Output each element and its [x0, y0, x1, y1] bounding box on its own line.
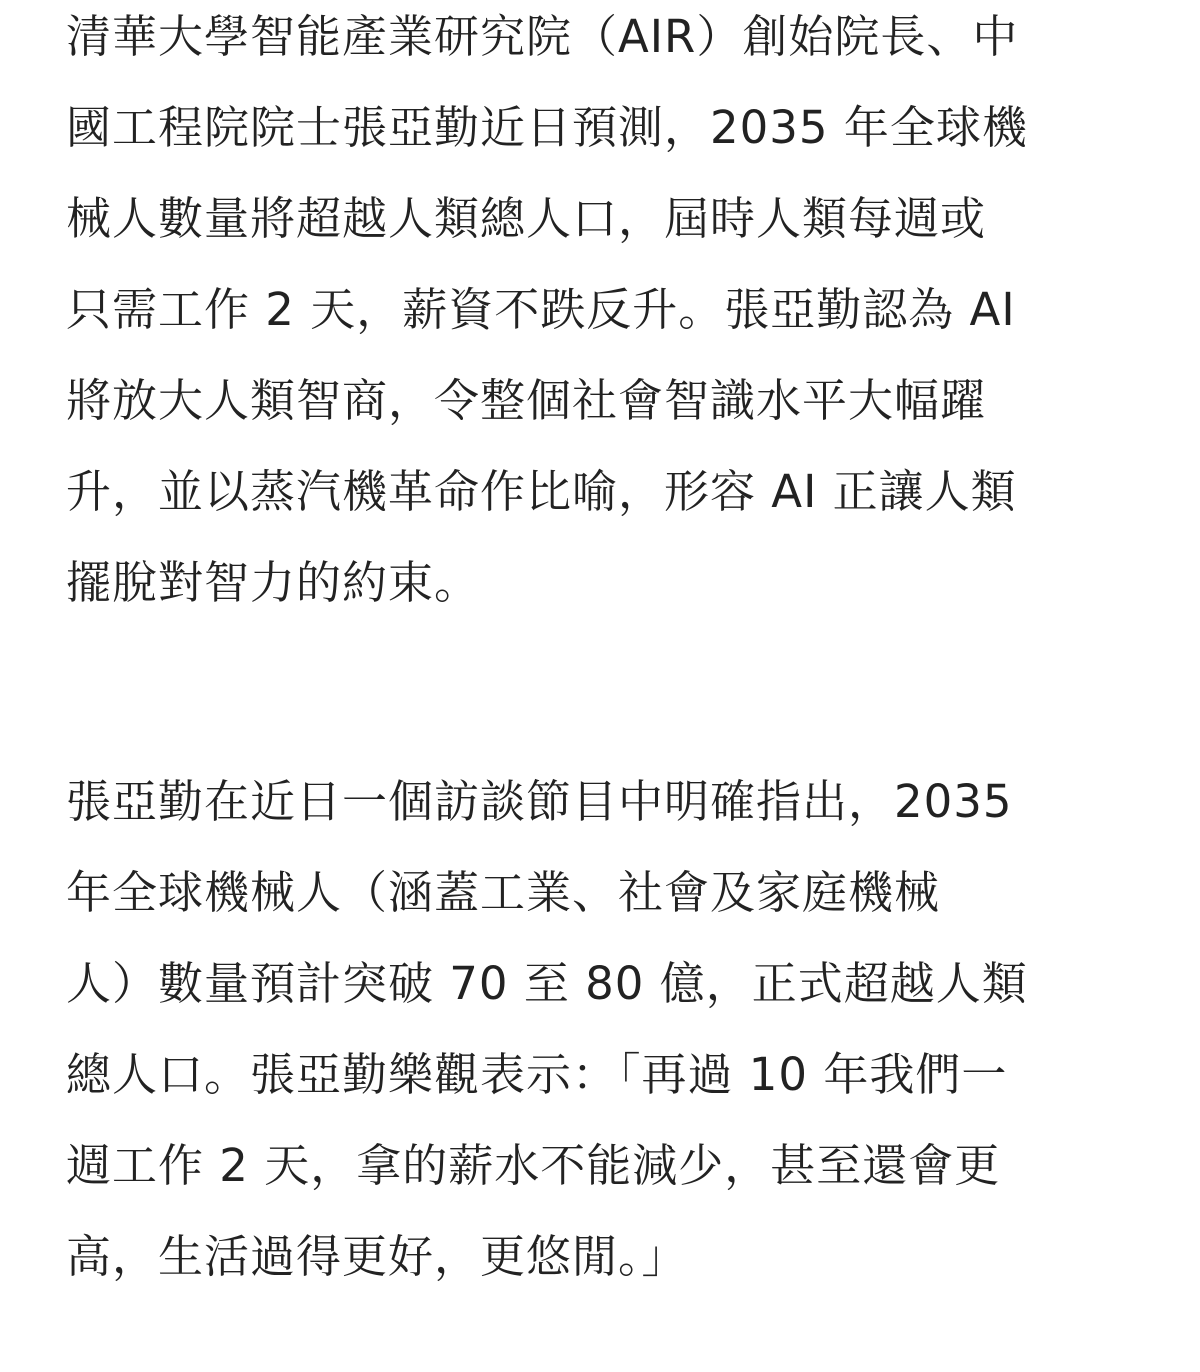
paragraph-line: 擺脫對智力的約束。	[66, 556, 481, 609]
paragraph-line: 人）數量預計突破 70 至 80 億，正式超越人類	[66, 957, 1028, 1010]
paragraph-line: 總人口。張亞勤樂觀表示：「再過 10 年我們一	[66, 1048, 1008, 1101]
article-paragraph	[66, 765, 1028, 1311]
paragraph-line: 升，並以蒸汽機革命作比喻，形容 AI 正讓人類	[66, 465, 1017, 518]
paragraph-line: 只需工作 2 天，薪資不跌反升。張亞勤認為 AI	[66, 283, 1016, 336]
paragraph-line: 清華大學智能產業研究院（AIR）創始院長、中	[66, 10, 1019, 63]
paragraph-line: 張亞勤在近日一個訪談節目中明確指出，2035	[66, 775, 1013, 828]
paragraph-line: 械人數量將超越人類總人口，屆時人類每週或	[66, 192, 987, 245]
paragraph-line: 週工作 2 天，拿的薪水不能減少，甚至還會更	[66, 1139, 1001, 1192]
paragraph-line: 高，生活過得更好，更悠閒。」	[66, 1230, 688, 1283]
paragraph-line: 國工程院院士張亞勤近日預測，2035 年全球機	[66, 101, 1028, 154]
paragraph-line: 將放大人類智商，令整個社會智識水平大幅躍	[66, 374, 987, 427]
article-paragraph	[66, 0, 1028, 637]
paragraph-line: 年全球機械人（涵蓋工業、社會及家庭機械	[66, 866, 941, 919]
